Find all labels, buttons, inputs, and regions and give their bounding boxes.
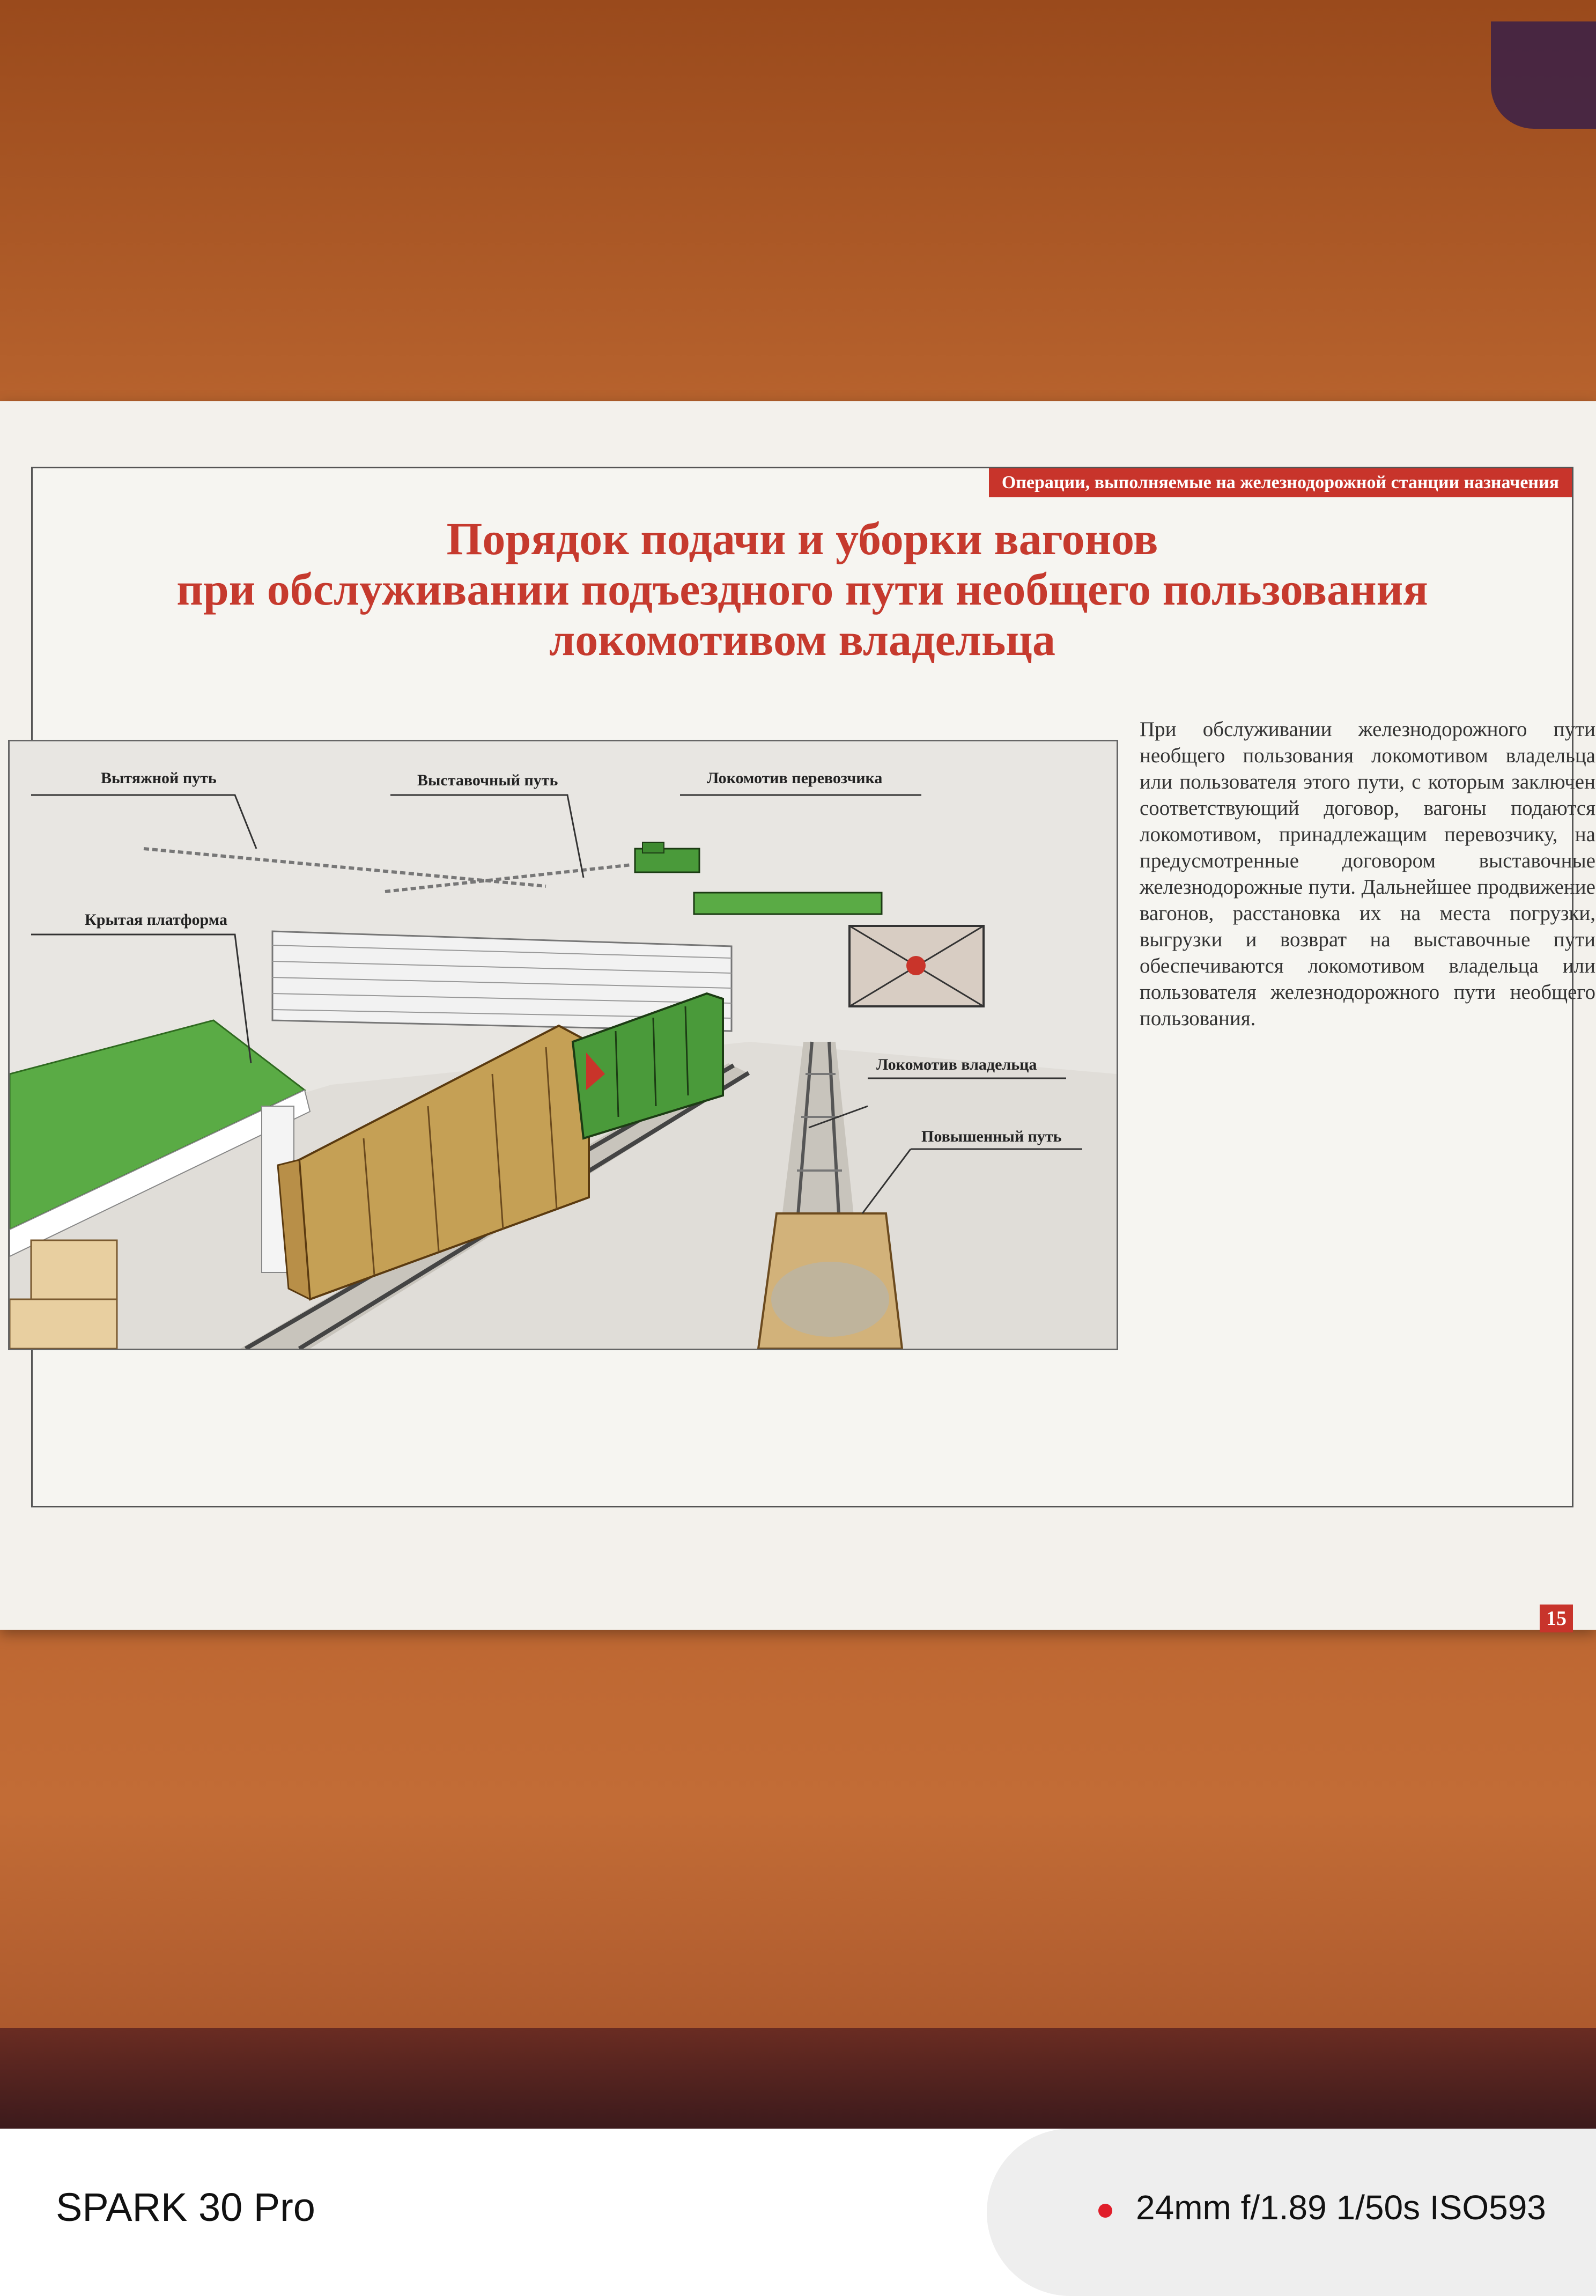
label-exhaust-track: Вытяжной путь (101, 769, 217, 787)
label-elevated-track: Повышенный путь (921, 1128, 1062, 1145)
title-line-3: локомотивом владельца (549, 614, 1055, 665)
page-number: 15 (1540, 1605, 1573, 1632)
label-covered-platform: Крытая платформа (85, 911, 227, 929)
label-carrier-locomotive: Локомотив перевозчика (707, 769, 883, 787)
label-exhibition-track: Выставочный путь (417, 771, 558, 789)
exif-info: 24mm f/1.89 1/50s ISO593 (1136, 2188, 1546, 2227)
body-paragraph: При обслуживании железнодорожного пути необщего пользования локомотивом владельца или пользователя этого пути, с которым заключен соответствующий договор, вагоны подаются локомотивом, принадлежащим перевозчику, на предусмотренные договором выставочные железнодорожные пути. Дальнейшее продвижение вагонов, расстановка их на места погрузки, выгрузки и возврат на выставочные пути обеспечиваются локомотивом владельца или пользователя железнодорожного пути необщего пользования. (1140, 718, 1595, 1030)
title-line-2: при обслуживании подъездного пути необщего пользования (176, 563, 1428, 615)
poster-frame (31, 467, 1595, 1630)
title-line-1: Порядок подачи и уборки вагонов (446, 513, 1158, 564)
camera-footer (0, 2129, 1596, 2296)
label-owner-locomotive: Локомотив владельца (876, 1056, 1037, 1073)
desk-edge (0, 2028, 1596, 2129)
illustration-drawing (10, 741, 1117, 1349)
fabric-corner (1491, 21, 1596, 129)
camera-brand: SPARK 30 Pro (56, 2185, 315, 2229)
poster-sheet (0, 401, 1596, 1630)
section-header: Операции, выполняемые на железнодорожной станции назначения (989, 468, 1572, 497)
railway-illustration (8, 740, 1118, 1350)
red-dot-icon (1098, 2204, 1112, 2218)
